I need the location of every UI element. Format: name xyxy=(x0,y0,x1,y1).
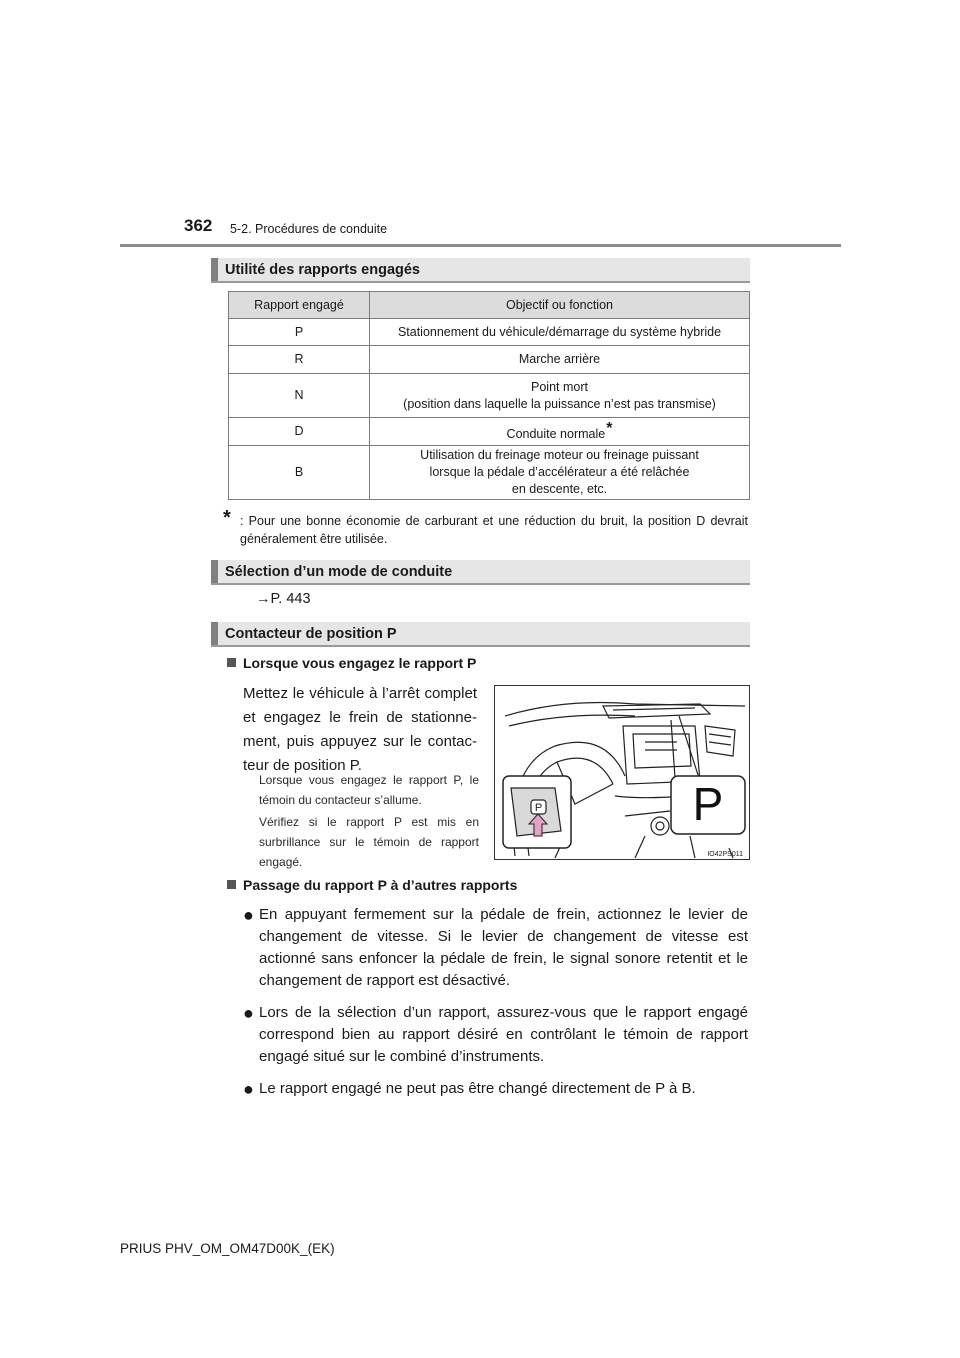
gear-function xyxy=(370,446,750,500)
table-row xyxy=(229,446,750,500)
gear-function xyxy=(370,418,750,446)
footnote-text: : Pour une bonne économie de carburant et une réduction du bruit, la position D devrait généralement être utilisée. xyxy=(240,514,748,546)
table-row xyxy=(229,418,750,446)
section-heading-gear-usage xyxy=(211,258,750,283)
info-note: Lorsque vous engagez le rapport P, le témoin du contacteur s’allume. xyxy=(259,773,479,807)
gear-function xyxy=(370,374,750,418)
gear-code: R xyxy=(229,346,370,374)
table-row xyxy=(229,319,750,346)
table-header-row xyxy=(229,292,750,319)
subheading-change-from-p xyxy=(227,877,517,893)
function-line: Utilisation du freinage moteur ou freinage puissant xyxy=(420,448,699,462)
section-accent xyxy=(211,258,218,281)
table-footnote xyxy=(223,507,748,548)
subheading-engage-p xyxy=(227,655,476,671)
list-item xyxy=(243,1078,748,1100)
p-callout-label: P xyxy=(692,778,724,830)
footnote-star: * xyxy=(223,507,231,529)
section-title: Utilité des rapports engagés xyxy=(225,261,420,278)
gear-function: Marche arrière xyxy=(370,346,750,374)
bullet-dot-icon: ● xyxy=(243,1003,254,1023)
subheading-text: Passage du rapport P à d’autres rapports xyxy=(243,877,518,893)
p-switch-illustration xyxy=(494,685,750,860)
square-bullet-icon xyxy=(227,658,236,667)
section-heading-drive-mode xyxy=(211,560,750,585)
gear-code: N xyxy=(229,374,370,418)
section-title: Sélection d’un mode de conduite xyxy=(225,563,453,580)
function-line: en descente, etc. xyxy=(511,482,608,496)
gear-function: Stationnement du véhicule/démarrage du système hybride xyxy=(370,319,750,346)
list-item-text: Le rapport engagé ne peut pas être changé directement de P à B. xyxy=(259,1080,696,1097)
page-number: 362 xyxy=(184,216,213,235)
section-accent xyxy=(211,560,218,583)
bullet-dot-icon: ● xyxy=(243,1079,254,1099)
page-cross-reference[interactable]: →P. 443 xyxy=(256,591,311,607)
column-header-function: Objectif ou fonction xyxy=(370,292,750,319)
list-item-text: En appuyant fermement sur la pédale de frein, actionnez le levier de changement de vitesse. Si le levier de changement de vitesse est actionné sans enfoncer la pédale de frein, le signal sonore retentit et le changement de rapport est désactivé. xyxy=(259,906,748,989)
gear-code: B xyxy=(229,446,370,500)
list-item xyxy=(243,1002,748,1068)
footnote-marker: * xyxy=(606,420,613,437)
table-row xyxy=(229,374,750,418)
p-button-label: P xyxy=(534,802,543,814)
instruction-text: Mettez le véhicule à l’arrêt complet et engagez le frein de stationne-ment, puis appuyez sur le contac-teur de position P. xyxy=(243,685,477,774)
square-bullet-icon xyxy=(227,880,236,889)
section-accent xyxy=(211,622,218,645)
function-line: (position dans laquelle la puissance n’est pas transmise) xyxy=(403,396,716,411)
gear-code: P xyxy=(229,319,370,346)
function-text: Conduite normale xyxy=(506,427,606,441)
column-header-gear: Rapport engagé xyxy=(229,292,370,319)
section-heading-p-switch xyxy=(211,622,750,647)
function-line: lorsque la pédale d’accélérateur a été relâchée xyxy=(429,465,690,479)
gear-code: D xyxy=(229,418,370,446)
figure-code: IO42PS011 xyxy=(707,851,743,858)
header-divider xyxy=(120,244,841,247)
list-item xyxy=(243,904,748,992)
table-row xyxy=(229,346,750,374)
document-id: PRIUS PHV_OM_OM47D00K_(EK) xyxy=(120,1241,335,1256)
info-note: Vérifiez si le rapport P est mis en surbrillance sur le témoin de rapport engagé. xyxy=(259,815,479,869)
function-line: Point mort xyxy=(531,379,588,394)
gear-table xyxy=(228,291,750,500)
list-item-text: Lors de la sélection d’un rapport, assurez-vous que le rapport engagé correspond bien au rapport désiré en contrôlant le témoin de rapport engagé situé sur le combiné d’instruments. xyxy=(259,1004,748,1065)
bullet-dot-icon: ● xyxy=(243,905,254,925)
section-breadcrumb: 5-2. Procédures de conduite xyxy=(230,222,388,236)
section-title: Contacteur de position P xyxy=(225,625,397,642)
subheading-text: Lorsque vous engagez le rapport P xyxy=(243,655,477,671)
